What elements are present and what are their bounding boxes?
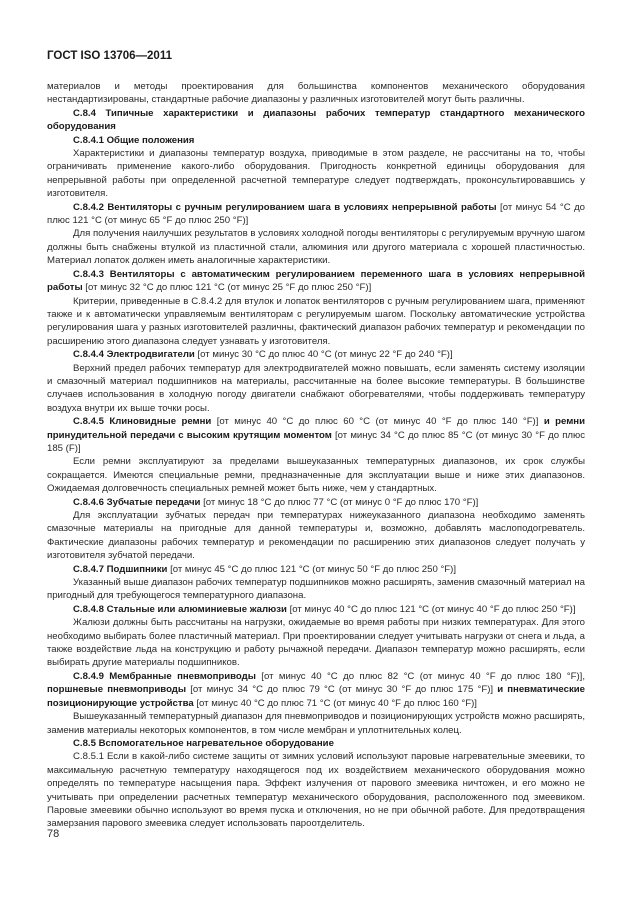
text-run: [от минус 30 °С до плюс 40 °С (от минус 22 °F до 240 °F)]	[194, 349, 453, 361]
text-run: Критерии, приведенные в С.8.4.2 для втулок и лопаток вентиляторов с ручным регулированием шага, применяют также и к автоматически управляемым вентиляторам с регулируемым шагом. Поскольку автоматические устройства регулирования шага у разных изготовителей различны, фактический диапазон рабочих температур и рекомендации по расширению этого диапазона следует узнавать у изготовителя.	[47, 295, 585, 347]
bold-run: С.8.4 Типичные характеристики и диапазоны рабочих температур стандартного механического оборудования	[47, 107, 585, 133]
paragraph	[47, 455, 585, 495]
document-body	[47, 80, 585, 831]
paragraph	[47, 496, 585, 509]
text-run: Если ремни эксплуатируют за пределами вышеуказанных температурных диапазонов, их срок службы сокращается. Имеются специальные ремни, предназначенные для эксплуатации выше и ниже этих диапазонов. Ожидаемая долговечность специальных ремней может быть ниже, чем у стандартных.	[47, 456, 585, 495]
bold-run: С.8.4.3 Вентиляторы с автоматическим регулированием переменного шага в условиях непрерывной работы	[47, 268, 585, 294]
paragraph	[47, 295, 585, 349]
bold-run: и пневматические позиционирующие устройства	[47, 684, 585, 709]
paragraph	[47, 616, 585, 670]
bold-run: С.8.4.6 Зубчатые передачи	[73, 496, 201, 508]
text-run: [от минус 54 °С до плюс 121 °С (от минус 65 °F до плюс 250 °F)]	[47, 201, 586, 227]
paragraph	[47, 670, 585, 710]
bold-run: С.8.4.1 Общие положения	[73, 134, 195, 146]
text-run: Жалюзи должны быть рассчитаны на нагрузки, ожидаемые во время работы при низких температурах. Для этого необходимо выбирать более пластичный материал. При проектировании следует учитывать нагрузки от снега и льда, а также воздействие льда на конструкцию и работу рычажной передачи. Диапазон температур можно расширять, если выбирать другие материалы подшипников.	[47, 617, 585, 669]
paragraph	[47, 362, 585, 416]
bold-run: С.8.4.2 Вентиляторы с ручным регулированием шага в условиях непрерывной работы	[73, 201, 497, 213]
text-run: материалов и методы проектирования для большинства компонентов механического оборудования нестандартизированы, стандартные рабочие диапазоны у различных изготовителей могут быть различны.	[47, 81, 585, 106]
text-run: [от минус 18 °С до плюс 77 °С (от минус 0 °F до плюс 170 °F)]	[200, 496, 479, 508]
paragraph	[47, 750, 585, 830]
page-number: 78	[47, 828, 60, 840]
text-run: [от минус 40 °С до плюс 82 °С (от минус 40 °F до плюс 180 °F)],	[255, 670, 585, 682]
paragraph	[47, 509, 585, 563]
text-run: [от минус 32 °С до плюс 121 °С (от минус 25 °F до плюс 250 °F)]	[82, 282, 372, 294]
text-run: [от минус 40 °С до плюс 60 °С (от минус 40 °F до плюс 140 °F)]	[211, 416, 544, 428]
text-run: [от минус 40 °С до плюс 71 °С (от минус 40 °F до плюс 160 °F)]	[193, 697, 477, 709]
bold-run: С.8.4.8 Стальные или алюминиевые жалюзи	[73, 603, 287, 615]
paragraph	[47, 134, 585, 147]
text-run: Характеристики и диапазоны температур воздуха, приводимые в этом разделе, не рассчитаны на то, чтобы ограничивать применение какого-либо оборудования. Пригодность конкретной единицы оборудования для непрерывной работы при определенной расчетной температуре следует подтверждать, проконсультировавшись у изготовителя.	[47, 148, 585, 200]
text-run: [от минус 34 °С до плюс 85 °С (от минус 30 °F до плюс 185 (F)]	[47, 429, 585, 454]
text-run: Для эксплуатации зубчатых передач при температурах нижеуказанного диапазона необходимо заменять смазочные материалы на пригодные для данной температуры и, возможно, добавлять маслоподогреватель. Фактические диапазоны рабочих температур и рекомендации по расширению этих диапазонов следует получать у изготовителя зубчатой передачи.	[47, 510, 585, 562]
paragraph	[47, 603, 585, 616]
bold-run: С.8.4.7 Подшипники	[73, 563, 168, 575]
paragraph	[47, 227, 585, 267]
text-run: Указанный выше диапазон рабочих температур подшипников можно расширять, заменив смазочный материал на пригодный для требующегося температурного диапазона.	[47, 577, 585, 602]
paragraph	[47, 201, 585, 228]
bold-run: поршневые пневмоприводы	[47, 684, 187, 696]
bold-run: и ремни принудительной передачи с высоким крутящим моментом	[47, 416, 585, 441]
paragraph	[47, 710, 585, 737]
paragraph	[47, 107, 585, 134]
text-run: [от минус 34 °С до плюс 79 °С (от минус 30 °F до плюс 175 °F)]	[186, 684, 498, 696]
paragraph	[47, 415, 585, 455]
paragraph	[47, 576, 585, 603]
text-run: [от минус 40 °С до плюс 121 °С (от минус 40 °F до плюс 250 °F)]	[286, 603, 576, 615]
paragraph	[47, 80, 585, 107]
bold-run: С.8.4.9 Мембранные пневмоприводы	[73, 670, 256, 682]
paragraph	[47, 563, 585, 576]
text-run: Верхний предел рабочих температур для электродвигателей можно повышать, если заменять систему изоляции и смазочный материал подшипников на материалы, рассчитанные на более высокие температуры. В большинстве случаев использования в холодную погоду двигатели снабжают обогревателями, чтобы поддерживать температуру воздуха внутри их выше точки росы.	[47, 362, 585, 414]
paragraph	[47, 348, 585, 361]
text-run: [от минус 45 °С до плюс 121 °С (от минус 50 °F до плюс 250 °F)]	[167, 563, 457, 575]
paragraph	[47, 268, 585, 295]
paragraph	[47, 737, 585, 750]
document-header: ГОСТ ISO 13706—2011	[47, 50, 172, 62]
paragraph	[47, 147, 585, 201]
text-run: Для получения наилучших результатов в условиях холодной погоды вентиляторы с регулируемым вручную шагом должны быть снабжены втулкой из пластичной стали, алюминия или другого материала с хорошей пластичностью. Материал лопаток должен иметь аналогичные характеристики.	[47, 228, 586, 267]
bold-run: С.8.4.4 Электродвигатели	[73, 349, 195, 361]
text-run: Вышеуказанный температурный диапазон для пневмоприводов и позиционирующих устройств можно расширять, заменив материалы некоторых компонентов, в том числе мембран и уплотнительных колец.	[47, 711, 585, 736]
bold-run: С.8.5 Вспомогательное нагревательное оборудование	[73, 737, 334, 749]
bold-run: С.8.4.5 Клиновидные ремни	[73, 416, 212, 428]
text-run: С.8.5.1 Если в какой-либо системе защиты от зимних условий используют паровые нагревательные змеевики, то максимальную расчетную температуру находящегося под их воздействием механического оборудования можно определять по температуре насыщения пара. Эффект излучения от парового змеевика ничтожен, и его можно не учитывать при определении расчетных температур механического оборудования, расположенного под змеевиком. Паровые змеевики обычно используют во время пуска и отключения, но не при обычной работе. Для предотвращения замерзания парового змеевика следует использовать пароотделитель.	[47, 751, 585, 830]
